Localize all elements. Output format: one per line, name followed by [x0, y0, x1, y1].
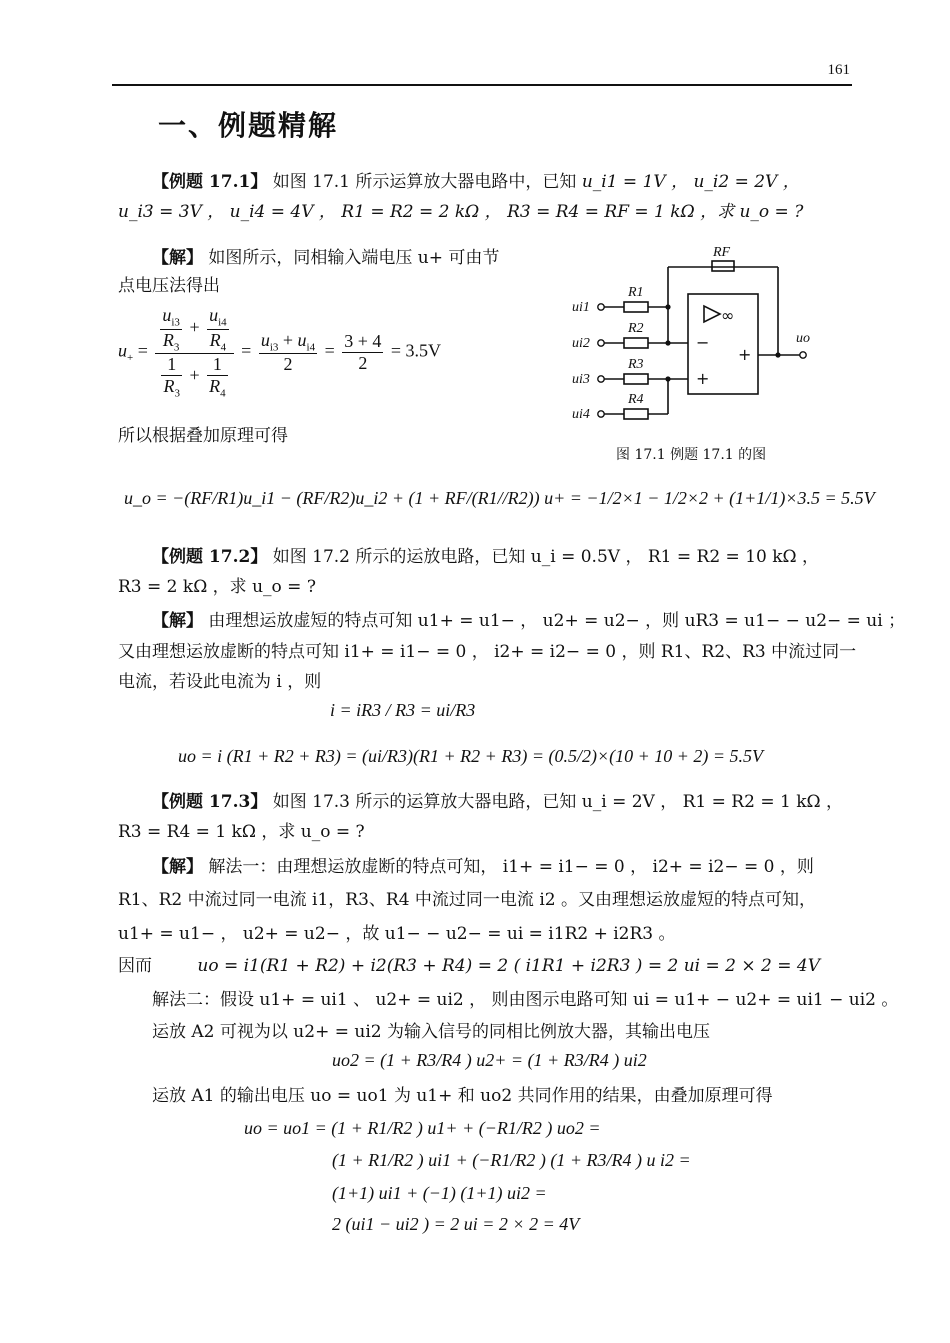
ex2-sol-label: 【解】 — [152, 611, 203, 631]
ex3-statement-1: 如图 17.3 所示的运算放大器电路，已知 u_i = 2V ， R1 = R2 = 1 kΩ ， — [272, 792, 843, 812]
ex2-sol-text3: 电流，若设此电流为 i ，则 — [118, 672, 322, 692]
fig-minus-sign: − — [696, 333, 710, 352]
ex3-sol-line4 — [118, 954, 820, 978]
ex2-label: 【例题 17.2】 — [152, 547, 268, 567]
ex3-sol-text2: R1、R2 中流过同一电流 i1，R3、R4 中流过同一电流 i2 。又由理想运放虚短的特点可知， — [118, 890, 816, 910]
page-number: 161 — [827, 62, 850, 78]
ex3-equation-c: (1+1) ui1 + (−1) (1+1) ui2 = — [332, 1183, 547, 1203]
ex2-sol-line1 — [152, 609, 905, 633]
ex1-label: 【例题 17.1】 — [152, 172, 268, 192]
ex2-statement-2: R3 = 2 kΩ ，求 u_o = ? — [118, 577, 316, 597]
ex1-sol-text3: 所以根据叠加原理可得 — [118, 426, 288, 446]
ex1-uplus-equation: $u_+$ = $\frac{u_{i3}}{R_3}$ + $\frac{u_{i4}}{R_4}$ $\frac{1}{R_3}$ + $\frac{1}{R_4}$ = $\frac{u_{i3} + u_{i4}}{2}$ = $\frac{3 + 4}{2}$ = 3.5V — [118, 305, 442, 400]
fig-label-r3: R3 — [628, 357, 644, 372]
fig-plus-sign-right: + — [738, 345, 752, 364]
ex3-sol-text1: 解法一：由理想运放虚断的特点可知， i1+ = i1− = 0 ， i2+ = i2− = 0 ，则 — [208, 857, 814, 877]
ex3-sol-text4b: uo = i1(R1 + R2) + i2(R3 + R4) = 2 ( i1R1 + i2R3 ) = 2 ui = 2 × 2 = 4V — [197, 956, 820, 976]
fig-label-rf: RF — [713, 245, 731, 260]
ex3-equation-d: 2 (ui1 − ui2 ) = 2 ui = 2 × 2 = 4V — [332, 1214, 580, 1234]
fig-label-ui3: ui3 — [572, 372, 590, 387]
ex3-equation-a: uo = uo1 = (1 + R1/R2 ) u1+ + (−R1/R2 ) uo2 = — [244, 1118, 601, 1138]
fig-plus-sign: + — [696, 369, 710, 388]
ex2-equation-1: i = iR3 / R3 = ui/R3 — [330, 700, 476, 720]
ex1-given-1: u_i1 = 1V ， u_i2 = 2V ， — [581, 172, 800, 192]
ex1-line1 — [152, 170, 800, 194]
ex1-sol-text1: 如图所示，同相输入端电压 u+ 可由节 — [208, 248, 500, 268]
section-title: 一、例题精解 — [158, 109, 339, 142]
figure-17-1 — [570, 244, 830, 434]
ex1-sol-text2: 点电压法得出 — [118, 276, 220, 296]
ex1-given-2: u_i3 = 3V ， u_i4 = 4V ， R1 = R2 = 2 kΩ ， R3 = R4 = RF = 1 kΩ ，求 u_o = ? — [118, 202, 804, 222]
fig-label-r1: R1 — [628, 285, 644, 300]
ex2-line1 — [152, 545, 819, 569]
header-rule — [112, 84, 852, 86]
ex3-sol-text4a: 因而 — [118, 956, 152, 976]
fig-infinity-symbol: ∞ — [721, 306, 735, 325]
fig-label-r2: R2 — [628, 321, 644, 336]
fig-label-ui2: ui2 — [572, 336, 590, 351]
ex3-sol-label: 【解】 — [152, 857, 203, 877]
ex1-sol-label: 【解】 — [152, 248, 203, 268]
ex3-sol-text6: 运放 A2 可视为以 u2+ = ui2 为输入信号的同相比例放大器，其输出电压 — [152, 1022, 710, 1042]
fig-label-uo: uo — [796, 331, 810, 346]
ex3-equation-uo2: uo2 = (1 + R3/R4 ) u2+ = (1 + R3/R4 ) ui2 — [332, 1050, 647, 1070]
ex2-statement-1: 如图 17.2 所示的运放电路，已知 u_i = 0.5V ， R1 = R2 = 10 kΩ ， — [272, 547, 820, 567]
fig-label-ui1: ui1 — [572, 300, 590, 315]
ex2-sol-text1: 由理想运放虚短的特点可知 u1+ = u1− ， u2+ = u2− ，则 uR3 = u1− − u2− = ui ； — [208, 611, 906, 631]
ex1-uo-equation: u_o = −(RF/R1)u_i1 − (RF/R2)u_i2 + (1 + RF/(R1//R2)) u+ = −1/2×1 − 1/2×2 + (1+1/1)×3.5 = 5.5V — [124, 488, 875, 508]
ex3-statement-2: R3 = R4 = 1 kΩ ，求 u_o = ? — [118, 822, 365, 842]
ex2-equation-2: uo = i (R1 + R2 + R3) = (ui/R3)(R1 + R2 + R3) = (0.5/2)×(10 + 10 + 2) = 5.5V — [178, 746, 764, 766]
ex3-label: 【例题 17.3】 — [152, 792, 268, 812]
ex3-sol-text7: 运放 A1 的输出电压 uo = uo1 为 u1+ 和 uo2 共同作用的结果，由叠加原理可得 — [152, 1086, 773, 1106]
fig-label-r4: R4 — [628, 392, 644, 407]
ex1-sol-line1 — [152, 246, 499, 270]
ex3-sol-line1 — [152, 855, 814, 879]
fig-label-ui4: ui4 — [572, 407, 590, 422]
ex3-sol-text5: 解法二：假设 u1+ = ui1 、 u2+ = ui2 ， 则由图示电路可知 ui = u1+ − u2+ = ui1 − ui2 。 — [152, 990, 899, 1010]
ex1-uplus-result: = 3.5V — [390, 340, 442, 361]
ex2-sol-text2: 又由理想运放虚断的特点可知 i1+ = i1− = 0 ， i2+ = i2− = 0 ，则 R1、R2、R3 中流过同一 — [118, 642, 857, 662]
ex3-sol-text3: u1+ = u1− ， u2+ = u2− ，故 u1− − u2− = ui = i1R2 + i2R3 。 — [118, 924, 676, 944]
ex3-line1 — [152, 790, 843, 814]
ex1-statement: 如图 17.1 所示运算放大器电路中，已知 — [272, 172, 577, 192]
ex3-equation-b: (1 + R1/R2 ) ui1 + (−R1/R2 ) (1 + R3/R4 ) u i2 = — [332, 1150, 691, 1170]
figure-17-1-caption: 图 17.1 例题 17.1 的图 — [616, 447, 767, 463]
